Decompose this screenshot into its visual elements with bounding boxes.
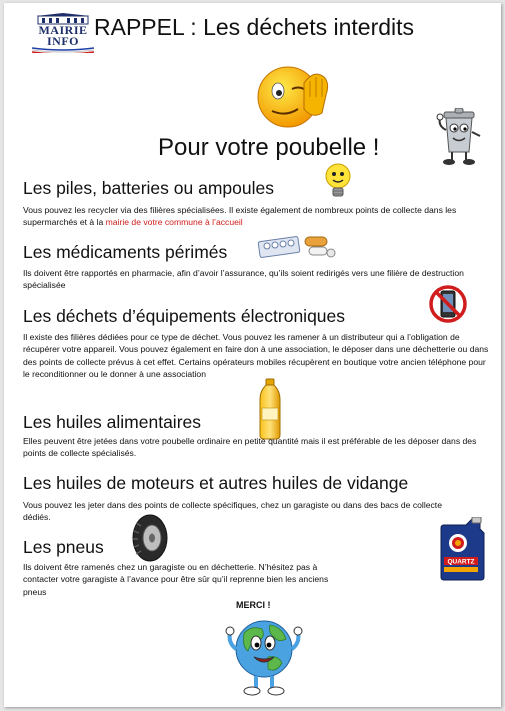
- no-phone-icon: [428, 284, 468, 324]
- section-text-food-oils: Elles peuvent être jetées dans votre poubelle ordinaire en petite quantité mais il est préférable de les déposer dans des points de collecte spécialisés.: [23, 436, 477, 459]
- page-title: RAPPEL : Les déchets interdits: [94, 14, 415, 40]
- lightbulb-icon: [322, 161, 354, 201]
- page-subtitle: Pour votre poubelle !: [158, 134, 380, 161]
- document-page: [4, 3, 501, 707]
- mairie-info-logo: [32, 13, 94, 47]
- section-text-batteries-main: Vous pouvez les recycler via des filières spécialisées. Il existe également de nombreux points de collecte dans les supermarchés et à la: [23, 205, 457, 228]
- motor-oil-can-icon: [438, 517, 486, 581]
- section-text-electronics: Il existe des filières dédiées pour ce type de déchet. Vous pouvez les ramener à un distributeur qui a l’obligation de récupérer votre appareil. Vous pouvez également en faire don à une association, le déposer dans une déchetterie ou dans des points de collecte prévus à cet effet. Certains opérateurs mobiles récupèrent en boutique votre ancien téléphone pour le reconditionner ou le donner à une association: [23, 332, 489, 380]
- logo-line-2: INFO: [47, 34, 79, 48]
- pills-icon: [257, 231, 337, 261]
- section-heading-food-oils: Les huiles alimentaires: [23, 412, 202, 432]
- trash-can-icon: [434, 108, 484, 166]
- earth-smiley-icon: [224, 611, 304, 701]
- section-heading-batteries: Les piles, batteries ou ampoules: [23, 178, 274, 198]
- section-heading-electronics: Les déchets d’équipements électroniques: [23, 306, 346, 326]
- section-heading-motor-oils: Les huiles de moteurs et autres huiles de vidange: [23, 473, 409, 493]
- logo-line-1: MAIRIE: [38, 23, 88, 37]
- section-heading-tires: Les pneus: [23, 537, 104, 557]
- section-text-motor-oils: Vous pouvez les jeter dans des points de collecte spécifiques, chez un garagiste ou dans des bacs de collecte dédiés.: [23, 500, 442, 523]
- mairie-accueil-highlight: mairie de votre commune à l’accueil: [105, 217, 243, 228]
- stop-smiley-icon: [252, 61, 342, 136]
- tire-icon: [130, 513, 170, 563]
- oil-can-label: QUARTZ: [447, 558, 475, 566]
- oil-bottle-icon: [258, 378, 282, 440]
- section-heading-medicines: Les médicaments périmés: [23, 242, 228, 262]
- section-text-medicines: Ils doivent être rapportés en pharmacie, afin d’avoir l’assurance, qu’ils soient redirigés vers une filière de destruction spécialisée: [23, 268, 464, 291]
- section-text-batteries: [23, 204, 489, 229]
- merci-label: MERCI !: [236, 600, 271, 610]
- section-text-tires: Ils doivent être ramenés chez un garagiste ou en déchetterie. N’hésitez pas à contacter votre garagiste à l’avance pour être sûr qu’il reprenne bien les anciens pneus: [23, 562, 329, 597]
